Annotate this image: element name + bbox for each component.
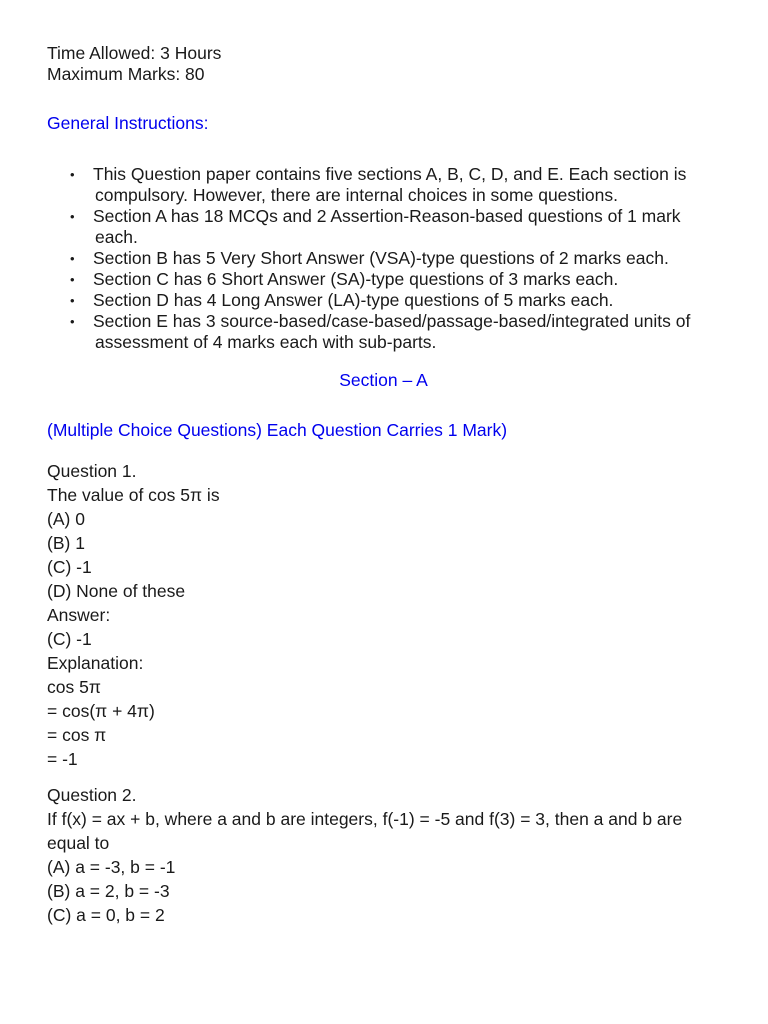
- instruction-text: Section C has 6 Short Answer (SA)-type questions of 3 marks each.: [93, 269, 619, 289]
- bullet-icon: •: [70, 272, 75, 287]
- bullet-icon: •: [70, 167, 75, 182]
- instruction-text: Section D has 4 Long Answer (LA)-type questions of 5 marks each.: [93, 290, 614, 310]
- answer-label: Answer:: [47, 604, 111, 625]
- bullet-icon: •: [70, 293, 75, 308]
- bullet-icon: •: [70, 314, 75, 329]
- general-instructions-title: General Instructions:: [47, 113, 209, 133]
- time-allowed: Time Allowed: 3 Hours: [47, 43, 222, 63]
- explanation-step: = -1: [47, 748, 78, 769]
- instruction-item: [47, 206, 727, 248]
- question-2: [47, 783, 727, 927]
- option-c: (C) a = 0, b = 2: [47, 904, 165, 925]
- bullet-icon: •: [70, 209, 75, 224]
- bullet-icon: •: [70, 251, 75, 266]
- explanation-label: Explanation:: [47, 652, 144, 673]
- explanation-step: cos 5π: [47, 676, 101, 697]
- instruction-text: Section A has 18 MCQs and 2 Assertion-Reason-based questions of 1 mark each.: [93, 206, 681, 247]
- instruction-item: [47, 290, 727, 311]
- explanation-step: = cos π: [47, 724, 107, 745]
- maximum-marks: Maximum Marks: 80: [47, 64, 205, 84]
- instruction-text: Section B has 5 Very Short Answer (VSA)-type questions of 2 marks each.: [93, 248, 669, 268]
- option-d: (D) None of these: [47, 580, 186, 601]
- option-a: (A) a = -3, b = -1: [47, 856, 176, 877]
- question-text: If f(x) = ax + b, where a and b are integers, f(-1) = -5 and f(3) = 3, then a and b are equal to: [47, 808, 683, 853]
- section-a-title: Section – A: [339, 370, 428, 390]
- instruction-item: [47, 269, 727, 290]
- question-1: [47, 459, 727, 771]
- answer-value: (C) -1: [47, 628, 92, 649]
- option-a: (A) 0: [47, 508, 85, 529]
- document-page: [47, 43, 727, 927]
- option-b: (B) a = 2, b = -3: [47, 880, 170, 901]
- explanation-step: = cos(π + 4π): [47, 700, 155, 721]
- instruction-text: This Question paper contains five sections A, B, C, D, and E. Each section is compulsory. However, there are internal choices in some questions.: [93, 164, 687, 205]
- question-label: Question 2.: [47, 784, 137, 805]
- instructions-list: [47, 164, 727, 353]
- question-label: Question 1.: [47, 460, 137, 481]
- instruction-text: Section E has 3 source-based/case-based/passage-based/integrated units of assessment of 4 marks each with sub-parts.: [93, 311, 691, 352]
- option-c: (C) -1: [47, 556, 92, 577]
- instruction-item: [47, 311, 727, 353]
- question-text: The value of cos 5π is: [47, 484, 220, 505]
- section-a-subtitle: (Multiple Choice Questions) Each Question Carries 1 Mark): [47, 420, 508, 440]
- instruction-item: [47, 248, 727, 269]
- option-b: (B) 1: [47, 532, 85, 553]
- instruction-item: [47, 164, 727, 206]
